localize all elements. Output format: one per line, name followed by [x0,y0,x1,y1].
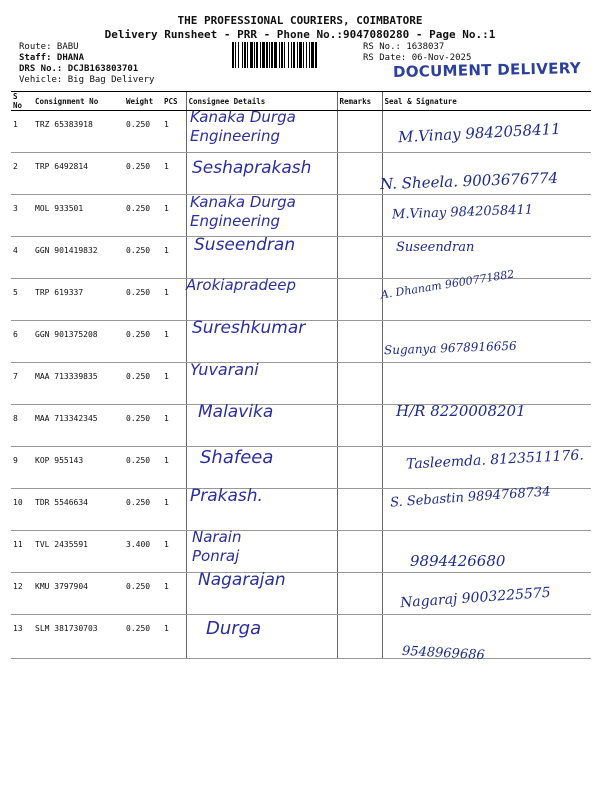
signature-handwriting: Suganya 9678916656 [383,338,517,358]
consignee-handwriting: Kanaka Durga Engineering [190,193,296,230]
table-row [11,615,591,659]
cell-weight: 0.250 [124,195,162,237]
cell-sno: 12 [11,573,33,615]
cell-pcs: 1 [162,153,186,195]
cell-pcs: 1 [162,573,186,615]
cell-pcs: 1 [162,531,186,573]
cell-weight: 0.250 [124,111,162,153]
col-consignment: Consignment No [33,92,124,111]
col-consignee: Consignee Details [186,92,337,111]
barcode-image [232,42,358,68]
col-weight: Weight [124,92,162,111]
signature-handwriting: M.Vinay 9842058411 [397,119,562,147]
cell-consignment: TRP 6492814 [33,153,124,195]
consignee-handwriting: Seshaprakash [192,158,312,178]
table-header-row [11,92,591,111]
cell-consignment: GGN 901375208 [33,321,124,363]
cell-pcs: 1 [162,195,186,237]
cell-sno: 8 [11,405,33,447]
rs-number: RS No.: 1638037 [363,42,445,52]
cell-sno: 11 [11,531,33,573]
route-label: Route: BABU [19,42,79,52]
cell-pcs: 1 [162,615,186,659]
consignee-handwriting: Yuvarani [190,360,259,379]
signature-handwriting: H/R 8220008201 [396,402,526,420]
cell-remarks [337,363,382,405]
company-name: THE PROFESSIONAL COURIERS, COIMBATORE [177,14,423,27]
consignee-handwriting: Suseendran [194,235,296,255]
cell-consignment: MAA 713339835 [33,363,124,405]
cell-remarks [337,489,382,531]
document-delivery-stamp: DOCUMENT DELIVERY [392,59,582,81]
cell-remarks [337,447,382,489]
cell-consignment: TRZ 65383918 [33,111,124,153]
signature-handwriting: N. Sheela. 9003676774 [379,168,559,194]
cell-sno: 2 [11,153,33,195]
consignee-handwriting: Nagarajan [198,570,286,590]
consignee-handwriting: Durga [206,618,262,639]
signature-handwriting: S. Sebastin 9894768734 [389,484,551,511]
cell-pcs: 1 [162,447,186,489]
runsheet-info-left [19,42,154,86]
cell-pcs: 1 [162,363,186,405]
table-row [11,279,591,321]
cell-pcs: 1 [162,111,186,153]
consignee-handwriting: Malavika [198,402,274,422]
cell-sno: 4 [11,237,33,279]
consignee-handwriting: Kanaka Durga Engineering [190,108,296,145]
cell-signature [382,363,591,405]
cell-weight: 0.250 [124,573,162,615]
consignee-handwriting: Sureshkumar [192,318,306,338]
consignee-handwriting: Narain Ponraj [192,528,242,565]
cell-weight: 0.250 [124,405,162,447]
cell-consignment: GGN 901419832 [33,237,124,279]
cell-remarks [337,531,382,573]
staff-label: Staff: DHANA [19,53,85,63]
col-sno: S No [11,92,33,111]
signature-handwriting: Suseendran [396,240,475,255]
cell-weight: 0.250 [124,489,162,531]
signature-handwriting: A. Dhanam 9600771882 [379,267,516,302]
cell-consignment: MAA 713342345 [33,405,124,447]
table-row [11,363,591,405]
drs-number: DRS No.: DCJB163803701 [19,64,139,74]
col-remarks: Remarks [337,92,382,111]
signature-handwriting: 9894426680 [410,552,506,570]
cell-sno: 1 [11,111,33,153]
cell-remarks [337,237,382,279]
cell-consignment: KMU 3797904 [33,573,124,615]
cell-consignment: MOL 933501 [33,195,124,237]
cell-sno: 6 [11,321,33,363]
cell-remarks [337,573,382,615]
cell-pcs: 1 [162,279,186,321]
cell-sno: 5 [11,279,33,321]
cell-pcs: 1 [162,237,186,279]
signature-handwriting: 9548969686 [401,643,486,664]
rs-date: RS Date: 06-Nov-2025 [363,53,472,63]
cell-remarks [337,195,382,237]
cell-remarks [337,321,382,363]
signature-handwriting: Tasleemda. 8123511176. [405,447,585,473]
cell-sno: 7 [11,363,33,405]
cell-weight: 0.250 [124,153,162,195]
runsheet-header-title [0,14,600,42]
cell-remarks [337,153,382,195]
runsheet-subtitle: Delivery Runsheet - PRR - Phone No.:9047080280 - Page No.:1 [104,28,496,41]
cell-weight: 0.250 [124,279,162,321]
cell-sno: 3 [11,195,33,237]
cell-consignment: KOP 955143 [33,447,124,489]
col-pcs: PCS [162,92,186,111]
consignee-handwriting: Arokiapradeep [186,276,297,294]
cell-weight: 0.250 [124,321,162,363]
cell-pcs: 1 [162,489,186,531]
consignee-handwriting: Shafeea [200,447,274,468]
cell-remarks [337,615,382,659]
cell-weight: 0.250 [124,363,162,405]
consignee-handwriting: Prakash. [190,486,263,506]
cell-consignment: SLM 381730703 [33,615,124,659]
cell-weight: 0.250 [124,447,162,489]
cell-consignment: TVL 2435591 [33,531,124,573]
cell-weight: 0.250 [124,615,162,659]
cell-pcs: 1 [162,321,186,363]
cell-sno: 9 [11,447,33,489]
cell-sno: 10 [11,489,33,531]
cell-remarks [337,405,382,447]
cell-remarks [337,279,382,321]
signature-handwriting: Nagaraj 9003225575 [399,584,552,612]
vehicle-label: Vehicle: Big Bag Delivery [19,75,155,85]
col-signature: Seal & Signature [382,92,591,111]
cell-pcs: 1 [162,405,186,447]
cell-sno: 13 [11,615,33,659]
cell-consignment: TDR 5546634 [33,489,124,531]
signature-handwriting: M.Vinay 9842058411 [391,202,534,223]
cell-weight: 3.400 [124,531,162,573]
cell-remarks [337,111,382,153]
cell-consignment: TRP 619337 [33,279,124,321]
cell-weight: 0.250 [124,237,162,279]
